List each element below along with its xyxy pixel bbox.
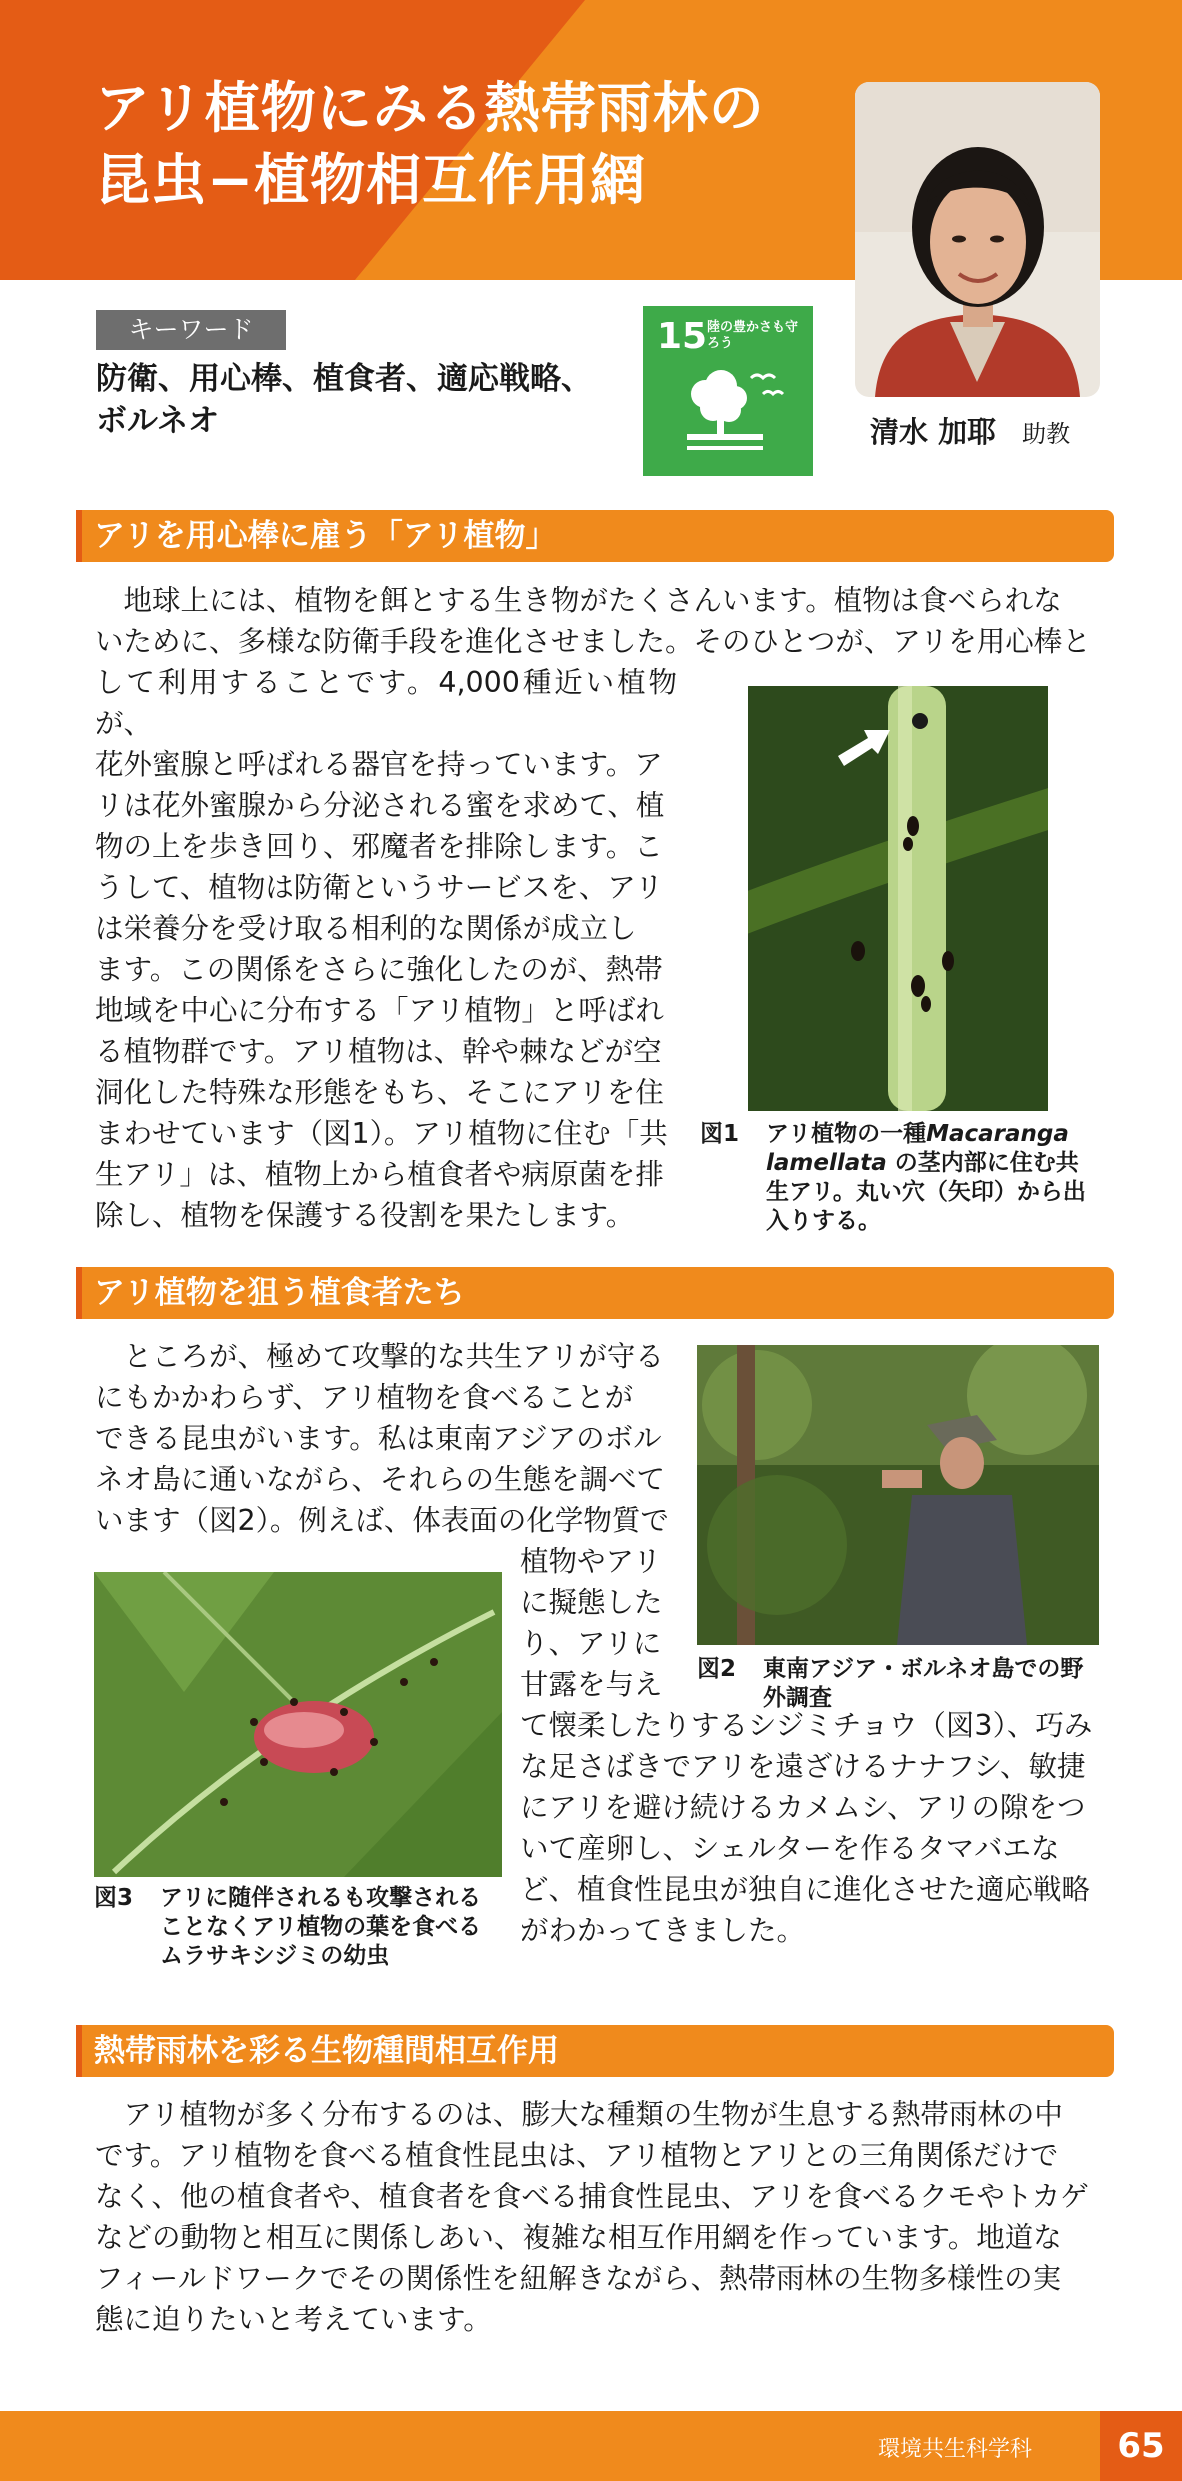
author-rank: 助教: [1022, 420, 1071, 448]
figure3-photo: [94, 1572, 502, 1877]
text-line: に擬態した: [520, 1586, 663, 1619]
text-line: ます。この関係をさらに強化したのが、熱帯: [95, 953, 663, 986]
text-line: できる昆虫がいます。私は東南アジアのボル: [95, 1422, 662, 1455]
figure2-caption-text: 東南アジア・ボルネオ島での野外調査: [763, 1656, 1084, 1711]
text-line: まわせています（図1）。アリ植物に住む「共: [95, 1117, 668, 1150]
text-line: うして、植物は防衛というサービスを、アリ: [95, 871, 664, 904]
text-line: 生アリ」は、植物上から植食者や病原菌を排: [95, 1158, 664, 1191]
keyword-line-2: ボルネオ: [96, 403, 220, 439]
text-line: います（図2）。例えば、体表面の化学物質で: [95, 1504, 669, 1537]
text-line: り、アリに: [520, 1627, 662, 1660]
text-line: アリ植物が多く分布するのは、膨大な種類の生物が生息する熱帯雨林の中: [95, 2098, 1063, 2131]
tree-bird-icon: [643, 306, 813, 476]
text-line: 地域を中心に分布する「アリ植物」と呼ばれ: [95, 994, 664, 1027]
author-portrait: [855, 82, 1100, 397]
figure2-caption: [697, 1655, 1102, 1711]
section2-text-top: [95, 1336, 675, 1541]
text-line: ど、植食性昆虫が独自に進化させた適応戦略: [520, 1873, 1091, 1906]
section-heading-herbivores: アリ植物を狙う植食者たち: [78, 1267, 1114, 1319]
text-line: フィールドワークでその関係性を紐解きながら、熱帯雨林の生物多様性の実: [95, 2262, 1062, 2295]
sdg-number: 15: [657, 316, 708, 357]
author-credit: [870, 410, 1070, 451]
title-line-1: アリ植物にみる熱帯雨林の: [95, 76, 765, 140]
text-line: がわかってきました。: [520, 1914, 806, 1947]
text-line: 花外蜜腺と呼ばれる器官を持っています。ア: [95, 748, 663, 781]
keyword-label: キーワード: [96, 310, 286, 350]
text-line: 洞化した特殊な形態をもち、そこにアリを住: [95, 1076, 664, 1109]
figure1-caption: [700, 1120, 1100, 1234]
text-line: リは花外蜜腺から分泌される蜜を求めて、植: [95, 789, 665, 822]
keyword-list: [96, 358, 636, 442]
text-line: 除し、植物を保護する役割を果たします。: [95, 1199, 635, 1232]
section-heading-ant-plants: アリを用心棒に雇う「アリ植物」: [78, 510, 1114, 562]
title-line-2: 昆虫−植物相互作用網: [95, 148, 647, 212]
text-line: 地球上には、植物を餌とする生き物がたくさんいます。植物は食べられな: [95, 584, 1062, 617]
keyword-line-1: 防衛、用心棒、植食者、適応戦略、: [96, 361, 592, 397]
figure3-number: 図3: [94, 1885, 134, 1911]
text-line: いて産卵し、シェルターを作るタマバエな: [520, 1832, 1060, 1865]
sdg-badge: [643, 306, 813, 476]
section1-text-column: [95, 662, 677, 1236]
text-line: な足さばきでアリを遠ざけるナナフシ、敏捷: [520, 1750, 1086, 1783]
section3-text: [95, 2094, 1097, 2340]
text-line: にもかかわらず、アリ植物を食べることが: [95, 1381, 634, 1414]
figure1-caption-text-b: の茎内部に住む共生アリ。丸い穴（矢印）から出入りする。: [766, 1150, 1086, 1234]
figure1-photo: [748, 686, 1048, 1111]
department-name: 環境共生科学科: [877, 2437, 1032, 2462]
figure1-species-name: Macaranga lamellata: [766, 1121, 1069, 1176]
figure2-photo: [697, 1345, 1099, 1645]
page-title: [95, 72, 795, 216]
section2-text-narrow: [520, 1541, 680, 1705]
sdg-label: 陸の豊かさも守ろう: [707, 320, 799, 351]
figure3-caption-text: アリに随伴されるも攻撃されることなくアリ植物の葉を食べるムラサキシジミの幼虫: [160, 1885, 482, 1969]
text-line: などの動物と相互に関係しあい、複雑な相互作用網を作っています。地道な: [95, 2221, 1062, 2254]
section-heading-interactions: 熱帯雨林を彩る生物種間相互作用: [78, 2025, 1114, 2077]
figure1-caption-text-a: アリ植物の一種: [766, 1121, 927, 1147]
text-line: いために、多様な防衛手段を進化させました。そのひとつが、アリを用心棒と: [95, 625, 1091, 658]
text-line: 物の上を歩き回り、邪魔者を排除します。こ: [95, 830, 663, 863]
text-line: 植物やアリ: [520, 1545, 662, 1578]
figure1-number: 図1: [700, 1121, 740, 1147]
text-line: です。アリ植物を食べる植食性昆虫は、アリ植物とアリとの三角関係だけで: [95, 2139, 1059, 2172]
text-line: ネオ島に通いながら、それらの生態を調べて: [95, 1463, 666, 1496]
text-line: は栄養分を受け取る相利的な関係が成立し: [95, 912, 637, 945]
section2-text-bottom: [520, 1705, 1098, 1951]
author-name: 清水 加耶: [870, 415, 997, 449]
text-line: ところが、極めて攻撃的な共生アリが守る: [95, 1340, 664, 1373]
text-line: にアリを避け続けるカメムシ、アリの隙をつ: [520, 1791, 1086, 1824]
text-line: なく、他の植食者や、植食者を食べる捕食性昆虫、アリを食べるクモやトカゲ: [95, 2180, 1089, 2213]
text-line: て懐柔したりするシジミチョウ（図3）、巧み: [520, 1709, 1093, 1742]
figure2-number: 図2: [697, 1656, 737, 1682]
text-line: る植物群です。アリ植物は、幹や棘などが空: [95, 1035, 662, 1068]
section1-text-full: [95, 580, 1097, 662]
text-line: 態に迫りたいと考えています。: [95, 2303, 492, 2336]
figure3-caption: [94, 1884, 504, 1969]
text-line: 甘露を与え: [520, 1668, 663, 1701]
text-line: して利用することです。4,000種近い植物が、: [95, 666, 677, 740]
page-number: 65: [1100, 2411, 1182, 2481]
